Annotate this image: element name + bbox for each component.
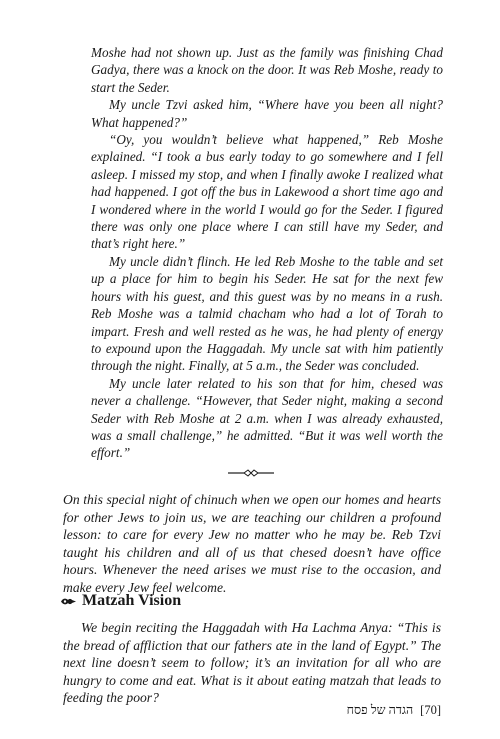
story-paragraph: My uncle later related to his son that for him, chesed was never a challenge. “However, that Seder night, making a second Seder with Reb Moshe at 2 a.m. when I was already exhausted, was a small challenge,” he admitted. “But it was well worth the effort.” [91, 375, 443, 461]
story-paragraph: My uncle Tzvi asked him, “Where have you been all night? What happened?” [91, 97, 443, 130]
page-footer [347, 703, 441, 718]
page-number: [70] [420, 703, 441, 717]
section-title: Matzah Vision [82, 592, 182, 609]
story-paragraph: Moshe had not shown up. Just as the family was finishing Chad Gadya, there was a knock on the door. It was Reb Moshe, ready to start the Seder. [91, 45, 443, 95]
story-paragraph: “Oy, you wouldn’t believe what happened,” Reb Moshe explained. “I took a bus early today to go somewhere and I fell asleep. I missed my stop, and when I finally awoke I realized what had happened. I got off the bus in Lakewood a short time ago and I wondered where in the world I would go for the Seder. I figured there was only one place where I can still have my Seder, and that’s right here.” [91, 132, 443, 252]
hand-pointer-ornament-icon [60, 596, 77, 607]
lesson-paragraph: On this special night of chinuch when we open our homes and hearts for other Jews to join us, we are teaching our children a profound lesson: to care for every Jew no matter who he may be. Reb Tzvi taught his children and all of us that chesed doesn’t have office hours. Whenever the need arises we must rise to the occasion, and make every Jew feel welcome. [63, 492, 441, 595]
story-text [91, 44, 443, 462]
section-heading [60, 592, 181, 610]
section-divider-ornament [228, 468, 274, 478]
story-paragraph: My uncle didn’t flinch. He led Reb Moshe to the table and set up a place for him to begin his Seder. He sat for the next few hours with his guest, and this guest was by no means in a rush. Reb Moshe was a talmid chacham who had a lot of Torah to impart. Fresh and well rested as he was, he had plenty of energy to expound upon the Haggadah. My uncle sat with him patiently through the night. Finally, at 5 a.m., the Seder was concluded. [91, 253, 443, 374]
matzah-paragraph: We begin reciting the Haggadah with Ha Lachma Anya: “This is the bread of affliction that our fathers ate in the land of Egypt.” The next line doesn’t seem to follow; it’s an invitation for all who are hungry to come and eat. What is it about eating matzah that leads to feeding the poor? [63, 620, 441, 706]
running-title: הגדה של פסח [346, 703, 414, 717]
